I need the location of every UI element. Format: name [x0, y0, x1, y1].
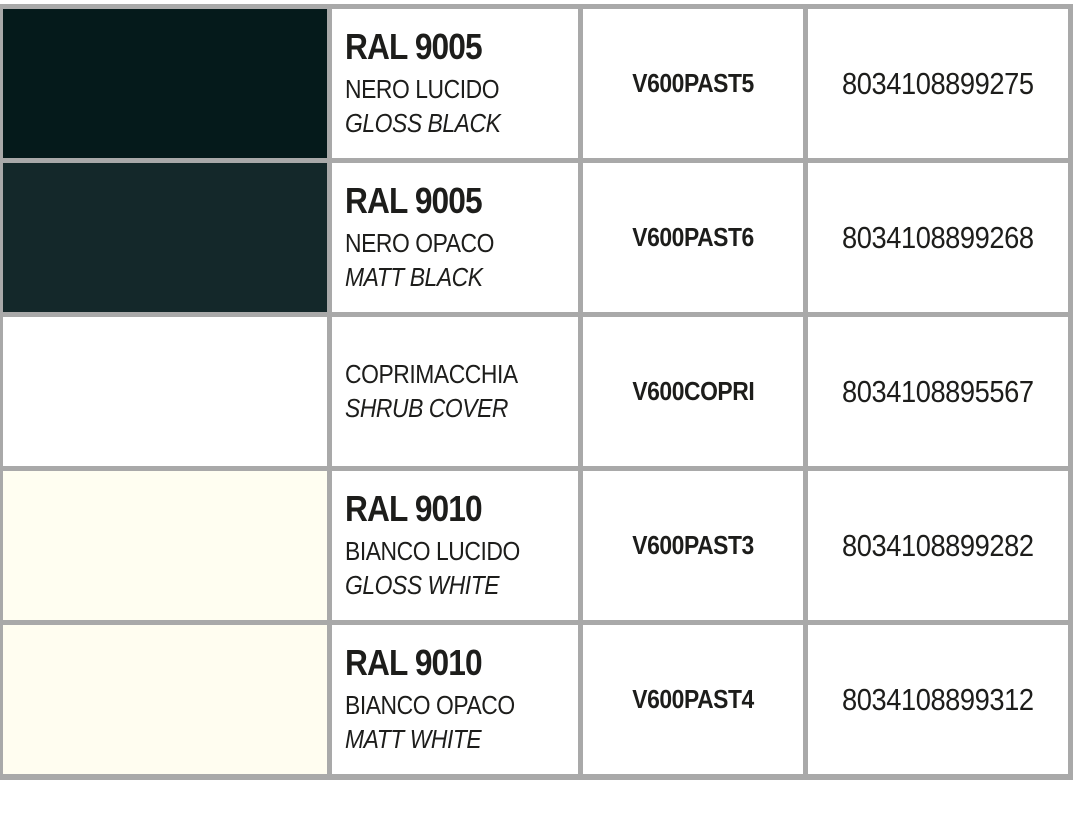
- ral-code-label: RAL 9010: [345, 642, 482, 684]
- color-swatch: [3, 9, 327, 158]
- ral-code-label: RAL 9010: [345, 488, 482, 530]
- product-name-cell: [332, 163, 578, 312]
- ean-code-cell: [808, 317, 1068, 466]
- ean-number: 8034108899268: [842, 219, 1034, 255]
- ral-code-label: RAL 9005: [345, 180, 482, 222]
- ean-number: 8034108899312: [842, 681, 1034, 717]
- ean-code-cell: [808, 9, 1068, 158]
- product-name-it: NERO LUCIDO: [345, 74, 500, 105]
- product-name-it: BIANCO LUCIDO: [345, 536, 520, 567]
- product-name-cell: [332, 9, 578, 158]
- product-name-cell: [332, 471, 578, 620]
- ean-code-cell: [808, 471, 1068, 620]
- product-code-cell: [583, 625, 803, 774]
- ean-code-cell: [808, 163, 1068, 312]
- product-name-cell: [332, 625, 578, 774]
- product-code: V600COPRI: [632, 376, 754, 406]
- product-name-en: GLOSS WHITE: [345, 569, 500, 600]
- product-name-en: SHRUB COVER: [345, 392, 508, 423]
- ean-number: 8034108895567: [842, 373, 1034, 409]
- ean-number: 8034108899282: [842, 527, 1034, 563]
- product-name-it: COPRIMACCHIA: [345, 359, 518, 390]
- product-code-cell: [583, 163, 803, 312]
- color-catalog-table: [0, 4, 1073, 780]
- product-name-en: GLOSS BLACK: [345, 107, 501, 138]
- product-code: V600PAST4: [632, 684, 754, 714]
- product-code: V600PAST5: [632, 68, 754, 98]
- product-code: V600PAST3: [632, 530, 754, 560]
- product-name-en: MATT BLACK: [345, 261, 483, 292]
- color-swatch: [3, 471, 327, 620]
- color-swatch: [3, 163, 327, 312]
- product-name-it: NERO OPACO: [345, 228, 495, 259]
- product-name-cell: [332, 317, 578, 466]
- product-name-en: MATT WHITE: [345, 723, 482, 754]
- product-code-cell: [583, 471, 803, 620]
- ean-number: 8034108899275: [842, 65, 1034, 101]
- product-code-cell: [583, 9, 803, 158]
- color-swatch: [3, 625, 327, 774]
- ral-code-label: RAL 9005: [345, 26, 482, 68]
- product-name-it: BIANCO OPACO: [345, 690, 515, 721]
- ean-code-cell: [808, 625, 1068, 774]
- color-swatch: [3, 317, 327, 466]
- product-code-cell: [583, 317, 803, 466]
- product-code: V600PAST6: [632, 222, 754, 252]
